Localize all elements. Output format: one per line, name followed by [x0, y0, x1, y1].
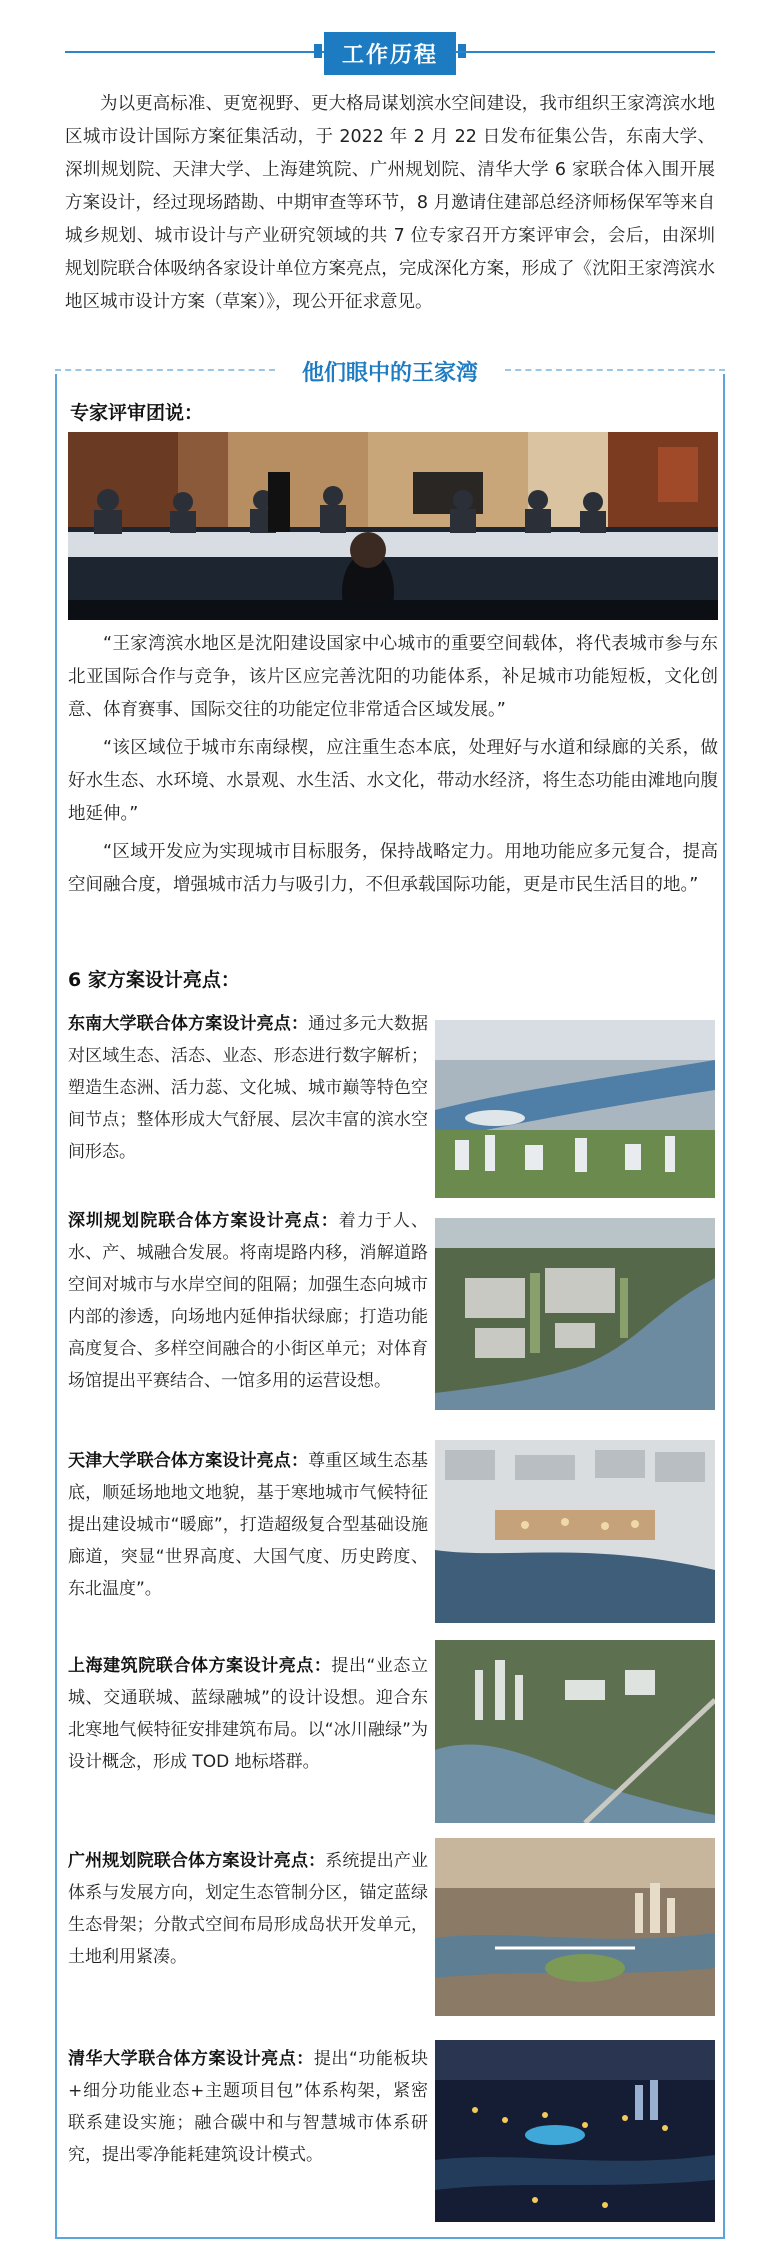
section-dash-right — [505, 369, 725, 371]
plan-text: 系统提出产业体系与发展方向，划定生态管制分区，锚定蓝绿生态骨架；分散式空间布局形成岛状开发单元，土地利用紧凑。 — [68, 1851, 428, 1967]
plan-rendering-2 — [435, 1218, 715, 1410]
expert-meeting-photo — [68, 432, 718, 620]
plan-rendering-1 — [435, 1020, 715, 1198]
intro-paragraph: 为以更高标准、更宽视野、更大格局谋划滨水空间建设，我市组织王家湾滨水地区城市设计国际方案征集活动，于 2022 年 2 月 22 日发布征集公告，东南大学、深圳规划院、天津大学、上海建筑院、广州规划院、清华大学 6 家联合体入围开展方案设计，经过现场踏勘、中期审查等环节，8 月邀请住建部总经济师杨保军等来自城乡规划、城市设计与产业研究领域的共 7 位专家召开方案评审会，会后，由深圳规划院联合体吸纳各家设计单位方案亮点，完成深化方案，形成了《沈阳王家湾滨水地区城市设计方案（草案）》，现公开征求意见。 — [65, 94, 715, 312]
plan-rendering-6 — [435, 2040, 715, 2222]
header-title-row — [65, 30, 715, 74]
plan-tsinghua-university — [68, 2043, 428, 2171]
plan-southeast-university — [68, 1008, 428, 1168]
plan-title: 天津大学联合体方案设计亮点： — [68, 1451, 309, 1471]
plan-title: 清华大学联合体方案设计亮点： — [68, 2049, 314, 2069]
expert-quote-3: “区域开发应为实现城市目标服务，保持战略定力。用地功能应多元复合，提高空间融合度，增强城市活力与吸引力，不但承载国际功能，更是市民生活目的地。” — [68, 842, 718, 895]
plan-text: 提出“业态立城、交通联城、蓝绿融城”的设计设想。迎合东北寒地气候特征安排建筑布局。以“冰川融绿”为设计概念，形成 TOD 地标塔群。 — [68, 1656, 428, 1772]
plan-tianjin-university — [68, 1445, 428, 1605]
expert-quote-2: “该区域位于城市东南绿楔，应注重生态本底，处理好与水道和绿廊的关系，做好水生态、水环境、水景观、水生活、水文化，带动水经济，将生态功能由滩地向腹地延伸。” — [68, 738, 718, 824]
plan-guangzhou-planning-institute — [68, 1845, 428, 1973]
plan-text: 尊重区域生态基底，顺延场地地文地貌，基于寒地城市气候特征提出建设城市“暖廊”，打造超级复合型基础设施廊道，突显“世界高度、大国气度、历史跨度、东北温度”。 — [68, 1451, 429, 1599]
title-divider-left — [65, 51, 325, 53]
plan-text: 着力于人、水、产、城融合发展。将南堤路内移，消解道路空间对城市与水岸空间的阻隔；加强生态向城市内部的渗透，向场地内延伸指状绿廊；打造功能高度复合、多样空间融合的小街区单元；对体育场馆提出平赛结合、一馆多用的运营设想。 — [68, 1211, 429, 1391]
plan-rendering-4 — [435, 1640, 715, 1823]
plan-title: 深圳规划院联合体方案设计亮点： — [68, 1211, 339, 1231]
plan-rendering-5 — [435, 1838, 715, 2016]
title-divider-right — [455, 51, 715, 53]
expert-quote-1: “王家湾滨水地区是沈阳建设国家中心城市的重要空间载体，将代表城市参与东北亚国际合作与竞争，该片区应完善沈阳的功能体系，补足城市功能短板，文化创意、体育赛事、国际交往的功能定位非常适合区域发展。” — [68, 634, 718, 720]
section-dash-left — [55, 369, 275, 371]
plan-text: 通过多元大数据对区域生态、活态、业态、形态进行数字解析；塑造生态洲、活力蕊、文化城、城市巅等特色空间节点；整体形成大气舒展、层次丰富的滨水空间形态。 — [68, 1014, 429, 1162]
plan-shanghai-architecture-institute — [68, 1650, 428, 1778]
experts-label: 专家评审团说： — [70, 402, 204, 424]
plans-label: 6 家方案设计亮点： — [68, 969, 240, 991]
plan-rendering-3 — [435, 1440, 715, 1623]
section-title: 他们眼中的王家湾 — [301, 361, 479, 386]
plan-title: 广州规划院联合体方案设计亮点： — [68, 1851, 326, 1871]
page-title: 工作历程 — [324, 32, 456, 75]
plan-text: 提出“功能板块+细分功能业态+主题项目包”体系构架，紧密联系建设实施；融合碳中和与智慧城市体系研究，提出零净能耗建筑设计模式。 — [68, 2049, 429, 2165]
plan-shenzhen-planning-institute — [68, 1205, 428, 1397]
plan-title: 上海建筑院联合体方案设计亮点： — [68, 1656, 332, 1676]
plan-title: 东南大学联合体方案设计亮点： — [68, 1014, 309, 1034]
